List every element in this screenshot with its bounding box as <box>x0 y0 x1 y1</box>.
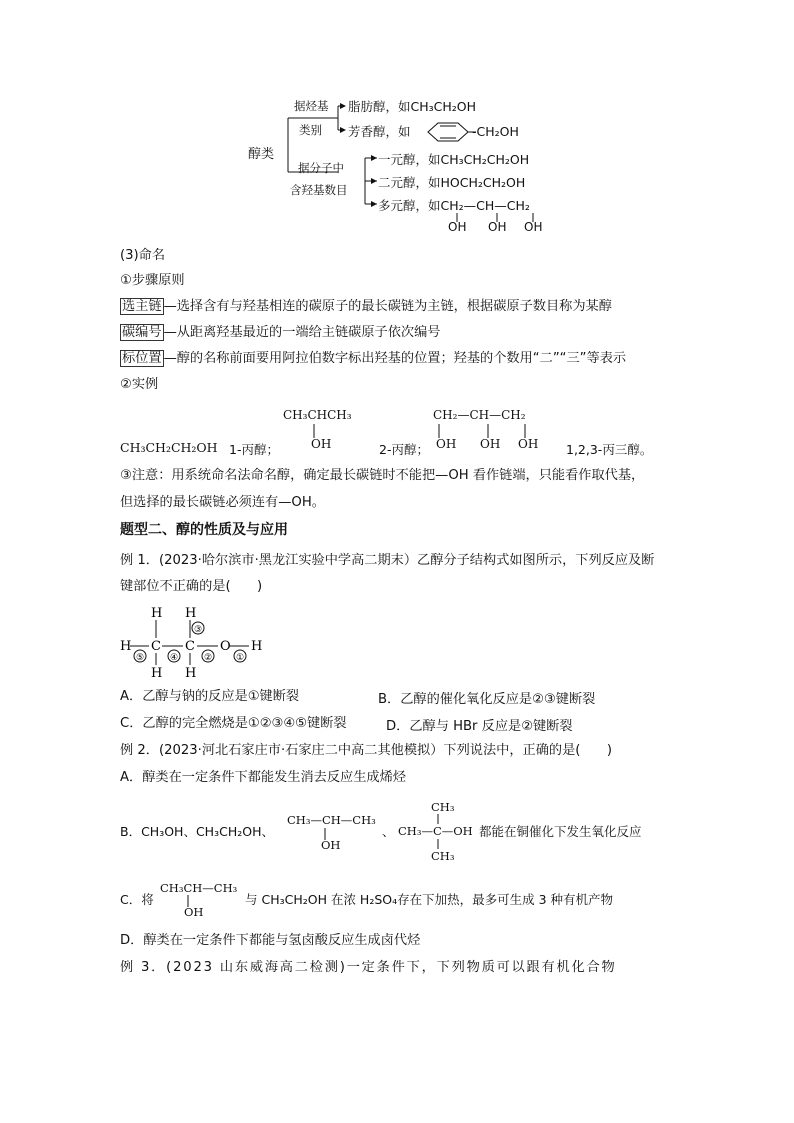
mono-alcohol: 一元醇，如CH₃CH₂CH₂OH <box>378 152 530 167</box>
branch2-line1: 据分子中 <box>298 161 344 175</box>
example-title: ②实例 <box>120 377 159 392</box>
bond-label-1: ① <box>236 653 245 663</box>
q2-b-struct1-oh: OH <box>321 838 341 852</box>
ex3-oh-1: OH <box>436 437 457 451</box>
ex3-structure-top: CH₂—CH—CH₂ <box>433 408 526 422</box>
step-title: ①步骤原则 <box>120 273 185 288</box>
ex2-structure-top: CH₃CHCH₃ <box>283 408 352 422</box>
atom-c2: C <box>185 639 195 654</box>
ethanol-structure <box>118 602 278 680</box>
ex2-name: 2-丙醇； <box>379 442 429 457</box>
q2-b-struct2-bonds <box>433 812 443 852</box>
q1-option-d[interactable]: D．乙醇与 HBr 反应是②键断裂 <box>386 719 573 734</box>
q2-b-struct2-bot: CH₃ <box>431 849 455 863</box>
bond-label-3: ③ <box>194 625 203 635</box>
q2-option-b-prefix[interactable]: B．CH₃OH、CH₃CH₂OH、 <box>120 824 274 839</box>
q2-b-struct1-top: CH₃—CH—CH₃ <box>287 813 376 827</box>
bond-label-4: ④ <box>170 653 179 663</box>
ex3-name: 1,2,3-丙三醇。 <box>566 442 653 457</box>
aromatic-suffix: -CH₂OH <box>472 124 519 139</box>
bond-label-2: ② <box>204 653 213 663</box>
rule-2-key: 碳编号 <box>122 325 162 340</box>
atom-h-top1: H <box>151 606 163 621</box>
q3-stem: 例 3．(2023 山东威海高二检测)一定条件下，下列物质可以跟有机化合物 <box>120 960 617 975</box>
atom-c1: C <box>151 639 161 654</box>
rule-3 <box>120 350 626 368</box>
q1-option-c[interactable]: C．乙醇的完全燃烧是①②③④⑤键断裂 <box>120 716 347 731</box>
di-alcohol: 二元醇，如HOCH₂CH₂OH <box>378 175 526 190</box>
q1-option-a[interactable]: A．乙醇与钠的反应是①键断裂 <box>120 689 300 704</box>
rule-1 <box>120 298 612 316</box>
tree-root: 醇类 <box>248 147 275 162</box>
ex2-oh: OH <box>311 437 332 451</box>
atom-h-right: H <box>251 639 263 654</box>
poly-alcohol: 多元醇，如CH₂—CH—CH₂ <box>378 198 530 213</box>
rule-1-text: —选择含有与羟基相连的碳原子的最长碳链为主链，根据碳原子数目称为某醇 <box>163 299 612 314</box>
poly-oh-1: OH <box>448 220 467 234</box>
q2-c-struct-top: CH₃CH—CH₃ <box>160 881 238 895</box>
naming-section-title: (3)命名 <box>120 248 166 263</box>
q2-c-struct-oh: OH <box>184 905 204 919</box>
q2-option-c-suffix: 与 CH₃CH₂OH 在浓 H₂SO₄存在下加热，最多可生成 3 种有机产物 <box>245 892 614 907</box>
q2-option-c-prefix[interactable]: C．将 <box>120 892 154 907</box>
ex1-formula: CH₃CH₂CH₂OH <box>120 440 218 455</box>
atom-h-top2: H <box>185 606 197 621</box>
atom-h-left: H <box>120 639 132 654</box>
fatty-alcohol: 脂肪醇，如CH₃CH₂OH <box>348 99 477 114</box>
q2-b-separator: 、 <box>382 824 395 839</box>
note-line-2: 但选择的最长碳链必须连有—OH。 <box>120 495 325 510</box>
q1-stem-line-1: 例 1．(2023·哈尔滨市·黑龙江实验中学高二期末）乙醇分子结构式如图所示，下列反应及断 <box>120 553 655 568</box>
poly-oh-3: OH <box>524 220 543 234</box>
atom-h-bot1: H <box>151 666 163 680</box>
poly-oh-2: OH <box>488 220 507 234</box>
section-2-title: 题型二、醇的性质及与应用 <box>120 522 288 538</box>
bond-label-5: ⑤ <box>136 653 145 663</box>
ex3-oh-3: OH <box>518 437 539 451</box>
rule-3-text: —醇的名称前面要用阿拉伯数字标出羟基的位置；羟基的个数用“二”“三”等表示 <box>163 351 627 366</box>
q1-stem-line-2: 键部位不正确的是( ) <box>120 579 263 594</box>
ex3-oh-2: OH <box>480 437 501 451</box>
rule-1-key: 选主链 <box>122 299 162 314</box>
q2-option-b-suffix: 都能在铜催化下发生氧化反应 <box>479 824 642 839</box>
q2-b-struct2-mid: CH₃—C—OH <box>398 824 473 838</box>
note-line-1: ③注意：用系统命名法命名醇，确定最长碳链时不能把—OH 看作链端，只能看作取代基， <box>120 468 645 483</box>
q2-option-a[interactable]: A．醇类在一定条件下都能发生消去反应生成烯烃 <box>120 770 406 785</box>
rule-2 <box>120 324 441 342</box>
branch1-line1: 据烃基 <box>294 99 329 113</box>
q1-option-b[interactable]: B．乙醇的催化氧化反应是②③键断裂 <box>378 692 596 707</box>
ex1-name: 1-丙醇； <box>229 442 279 457</box>
q2-b-struct2-top: CH₃ <box>431 800 455 814</box>
rule-3-key: 标位置 <box>122 351 162 366</box>
atom-o: O <box>220 639 231 654</box>
q2-stem: 例 2．(2023·河北石家庄市·石家庄二中高二其他模拟）下列说法中，正确的是( ) <box>120 743 612 758</box>
branch2-line2: 含羟基数目 <box>290 183 348 197</box>
rule-2-text: —从距离羟基最近的一端给主链碳原子依次编号 <box>163 325 441 340</box>
branch1-line2: 类别 <box>299 123 322 137</box>
aromatic-alcohol: 芳香醇，如 <box>348 124 411 139</box>
atom-h-bot2: H <box>185 666 197 680</box>
q2-option-d[interactable]: D．醇类在一定条件下都能与氢卤酸反应生成卤代烃 <box>120 933 421 948</box>
